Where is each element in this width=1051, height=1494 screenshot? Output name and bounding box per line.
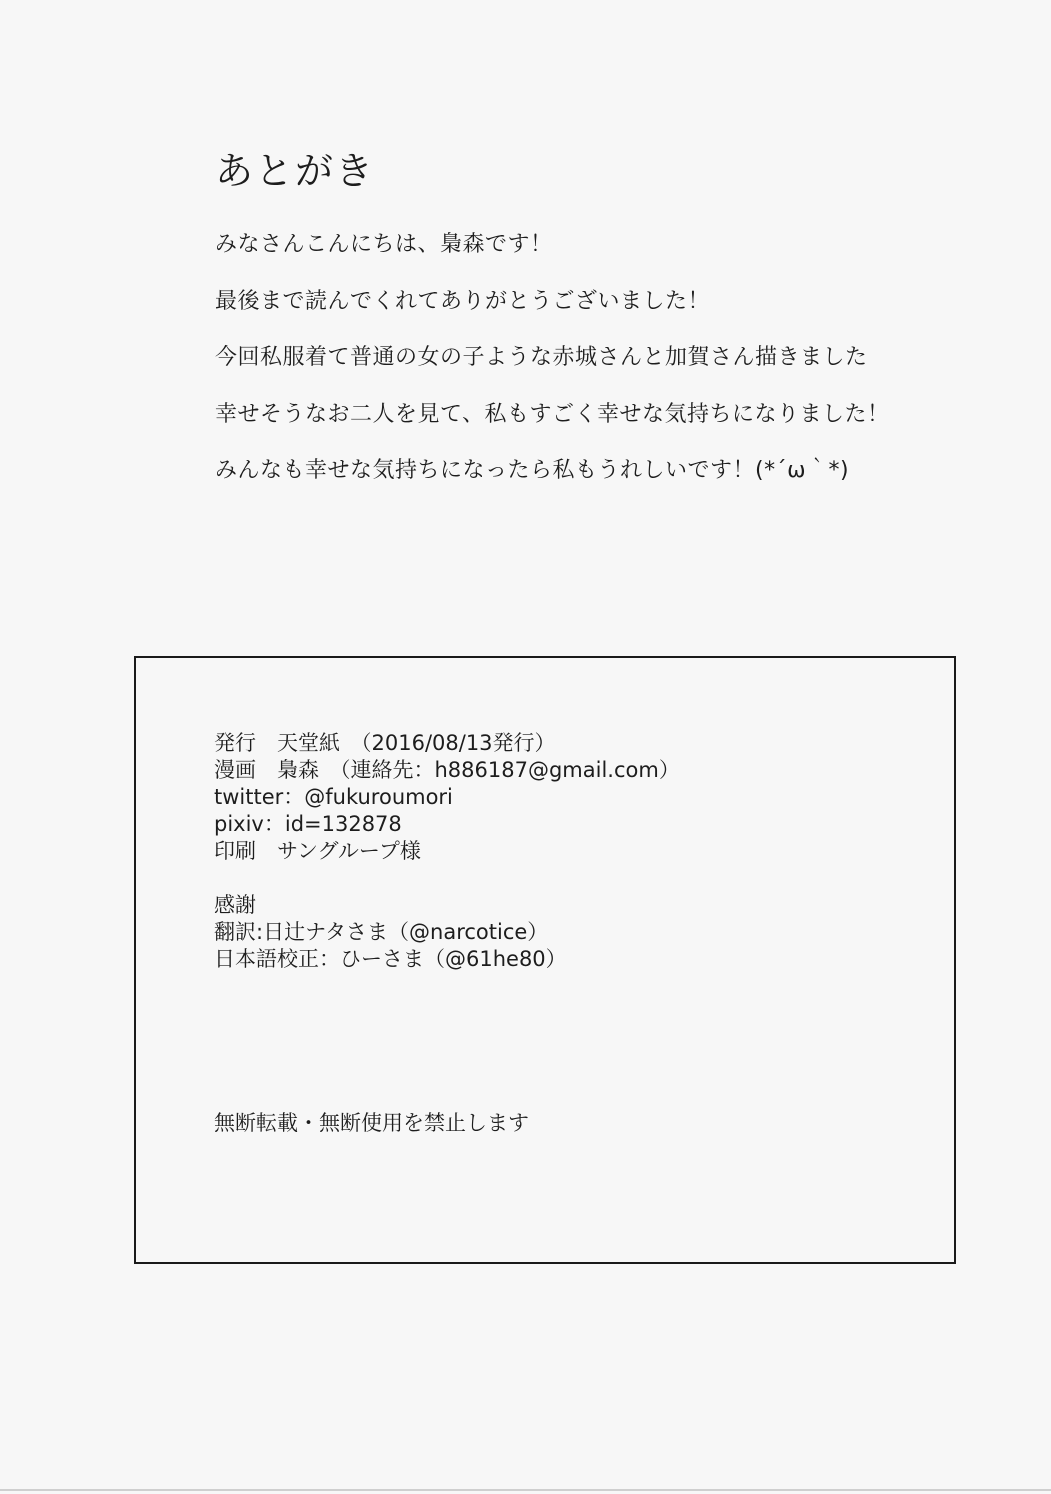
thanks-block: [214, 892, 567, 973]
artist-line: 漫画 梟森 （連絡先：h886187@gmail.com）: [214, 758, 680, 782]
afterword-heading: あとがき: [215, 149, 376, 193]
pixiv-line: pixiv：id=132878: [214, 812, 402, 836]
page-edge-divider: [0, 1489, 1051, 1491]
colophon-box: [134, 656, 956, 1264]
afterword-line: みなさんこんにちは、梟森です！: [215, 232, 553, 257]
colophon-info: [214, 730, 680, 865]
afterword-line: 最後まで読んでくれてありがとうございました！: [215, 288, 711, 314]
thanks-title: 感謝: [214, 893, 256, 917]
printer-line: 印刷 サングループ様: [214, 839, 421, 863]
afterword-body: [215, 230, 935, 513]
thanks-proofreader-line: 日本語校正：ひーさま（@61he80）: [214, 947, 567, 971]
afterword-line: 今回私服着て普通の女の子ような赤城さんと加賀さん描きました: [215, 345, 868, 370]
copyright-notice: 無断転載・無断使用を禁止します: [214, 1111, 529, 1135]
afterword-line: みんなも幸せな気持ちになったら私もうれしいです！(*´ω｀*): [215, 458, 850, 483]
thanks-translator-line: 翻訳:日辻ナタさま（@narcotice）: [214, 920, 549, 944]
twitter-line: twitter：@fukuroumori: [214, 785, 453, 809]
publisher-line: 発行 天堂紙 （2016/08/13発行）: [214, 731, 556, 755]
afterword-line: 幸せそうなお二人を見て、私もすごく幸せな気持ちになりました！: [215, 401, 890, 427]
